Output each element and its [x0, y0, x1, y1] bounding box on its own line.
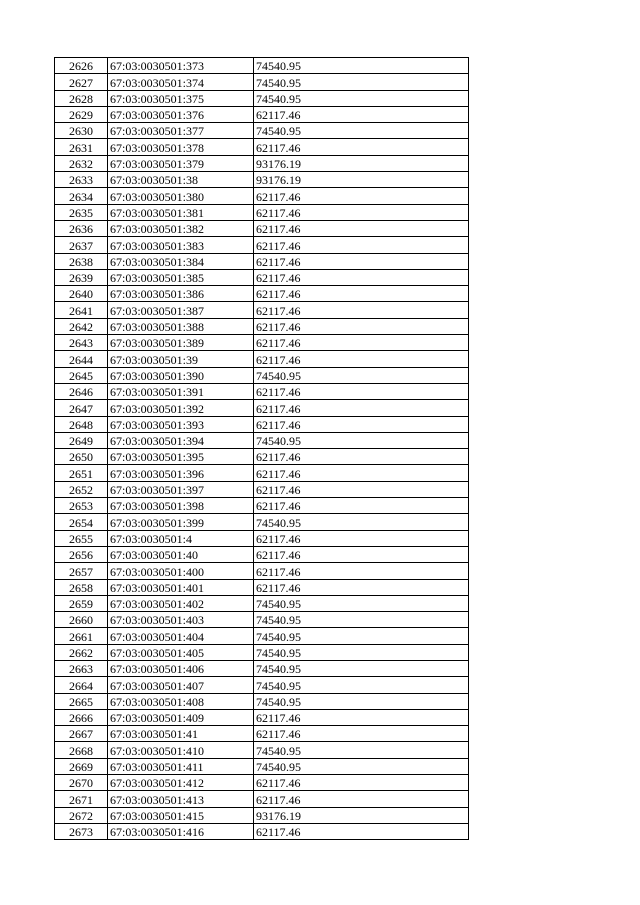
cadastral-value-cell: 62117.46: [254, 726, 469, 742]
row-number-cell: 2665: [55, 693, 108, 709]
cadastral-number-cell: 67:03:0030501:415: [108, 807, 254, 823]
cadastral-value-cell: 74540.95: [254, 660, 469, 676]
cadastral-number-cell: 67:03:0030501:411: [108, 758, 254, 774]
cadastral-value-cell: 74540.95: [254, 514, 469, 530]
cadastral-value-cell: 74540.95: [254, 677, 469, 693]
cadastral-value-cell: 74540.95: [254, 432, 469, 448]
cadastral-value-cell: 74540.95: [254, 595, 469, 611]
table-row: [55, 416, 469, 432]
cadastral-value-cell: 62117.46: [254, 791, 469, 807]
table-row: [55, 807, 469, 823]
cadastral-value-cell: 62117.46: [254, 400, 469, 416]
cadastral-number-cell: 67:03:0030501:4: [108, 530, 254, 546]
row-number-cell: 2661: [55, 628, 108, 644]
cadastral-number-cell: 67:03:0030501:41: [108, 726, 254, 742]
row-number-cell: 2627: [55, 74, 108, 90]
cadastral-number-cell: 67:03:0030501:387: [108, 302, 254, 318]
table-row: [55, 286, 469, 302]
row-number-cell: 2669: [55, 758, 108, 774]
row-number-cell: 2635: [55, 204, 108, 220]
cadastral-number-cell: 67:03:0030501:396: [108, 465, 254, 481]
row-number-cell: 2633: [55, 172, 108, 188]
cadastral-number-cell: 67:03:0030501:398: [108, 498, 254, 514]
row-number-cell: 2660: [55, 612, 108, 628]
cadastral-value-cell: 62117.46: [254, 253, 469, 269]
row-number-cell: 2672: [55, 807, 108, 823]
table-row: [55, 58, 469, 74]
row-number-cell: 2649: [55, 432, 108, 448]
row-number-cell: 2650: [55, 449, 108, 465]
cadastral-number-cell: 67:03:0030501:392: [108, 400, 254, 416]
table-row: [55, 106, 469, 122]
cadastral-number-cell: 67:03:0030501:40: [108, 546, 254, 562]
cadastral-number-cell: 67:03:0030501:413: [108, 791, 254, 807]
cadastral-number-cell: 67:03:0030501:385: [108, 269, 254, 285]
row-number-cell: 2658: [55, 579, 108, 595]
table-row: [55, 546, 469, 562]
row-number-cell: 2636: [55, 220, 108, 236]
row-number-cell: 2641: [55, 302, 108, 318]
cadastral-number-cell: 67:03:0030501:380: [108, 188, 254, 204]
row-number-cell: 2646: [55, 383, 108, 399]
table-row: [55, 644, 469, 660]
row-number-cell: 2644: [55, 351, 108, 367]
table-row: [55, 74, 469, 90]
row-number-cell: 2651: [55, 465, 108, 481]
table-row: [55, 335, 469, 351]
table-row: [55, 823, 469, 839]
row-number-cell: 2638: [55, 253, 108, 269]
cadastral-value-cell: 62117.46: [254, 498, 469, 514]
table-row: [55, 481, 469, 497]
cadastral-value-cell: 74540.95: [254, 693, 469, 709]
cadastral-number-cell: 67:03:0030501:400: [108, 563, 254, 579]
cadastral-number-cell: 67:03:0030501:386: [108, 286, 254, 302]
cadastral-number-cell: 67:03:0030501:376: [108, 106, 254, 122]
table-row: [55, 449, 469, 465]
row-number-cell: 2634: [55, 188, 108, 204]
row-number-cell: 2656: [55, 546, 108, 562]
cadastral-value-cell: 93176.19: [254, 807, 469, 823]
row-number-cell: 2645: [55, 367, 108, 383]
row-number-cell: 2653: [55, 498, 108, 514]
table-row: [55, 595, 469, 611]
row-number-cell: 2626: [55, 58, 108, 74]
row-number-cell: 2637: [55, 237, 108, 253]
cadastral-number-cell: 67:03:0030501:389: [108, 335, 254, 351]
cadastral-value-cell: 62117.46: [254, 204, 469, 220]
cadastral-value-cell: 62117.46: [254, 335, 469, 351]
row-number-cell: 2628: [55, 90, 108, 106]
table-row: [55, 563, 469, 579]
table-row: [55, 612, 469, 628]
cadastral-number-cell: 67:03:0030501:39: [108, 351, 254, 367]
table-row: [55, 677, 469, 693]
cadastral-value-cell: 74540.95: [254, 58, 469, 74]
cadastral-value-cell: 74540.95: [254, 123, 469, 139]
row-number-cell: 2666: [55, 709, 108, 725]
cadastral-number-cell: 67:03:0030501:412: [108, 775, 254, 791]
table-row: [55, 269, 469, 285]
cadastral-value-cell: 62117.46: [254, 579, 469, 595]
table-row: [55, 726, 469, 742]
table-row: [55, 514, 469, 530]
row-number-cell: 2663: [55, 660, 108, 676]
table-row: [55, 188, 469, 204]
table-row: [55, 367, 469, 383]
cadastral-value-cell: 62117.46: [254, 139, 469, 155]
cadastral-value-cell: 62117.46: [254, 220, 469, 236]
cadastral-value-cell: 62117.46: [254, 449, 469, 465]
cadastral-value-cell: 62117.46: [254, 188, 469, 204]
table-row: [55, 351, 469, 367]
row-number-cell: 2652: [55, 481, 108, 497]
table-row: [55, 204, 469, 220]
cadastral-value-cell: 62117.46: [254, 269, 469, 285]
row-number-cell: 2648: [55, 416, 108, 432]
table-row: [55, 318, 469, 334]
table-row: [55, 465, 469, 481]
row-number-cell: 2657: [55, 563, 108, 579]
table-row: [55, 693, 469, 709]
table-row: [55, 123, 469, 139]
table-row: [55, 139, 469, 155]
cadastral-number-cell: 67:03:0030501:391: [108, 383, 254, 399]
row-number-cell: 2659: [55, 595, 108, 611]
row-number-cell: 2642: [55, 318, 108, 334]
cadastral-number-cell: 67:03:0030501:393: [108, 416, 254, 432]
row-number-cell: 2629: [55, 106, 108, 122]
table-body: [55, 58, 469, 840]
cadastral-number-cell: 67:03:0030501:381: [108, 204, 254, 220]
cadastral-value-cell: 93176.19: [254, 172, 469, 188]
table-row: [55, 742, 469, 758]
row-number-cell: 2671: [55, 791, 108, 807]
cadastral-value-cell: 62117.46: [254, 106, 469, 122]
cadastral-number-cell: 67:03:0030501:384: [108, 253, 254, 269]
cadastral-number-cell: 67:03:0030501:382: [108, 220, 254, 236]
cadastral-value-cell: 93176.19: [254, 155, 469, 171]
row-number-cell: 2664: [55, 677, 108, 693]
table-row: [55, 155, 469, 171]
cadastral-value-cell: 62117.46: [254, 465, 469, 481]
table-row: [55, 90, 469, 106]
row-number-cell: 2630: [55, 123, 108, 139]
table-row: [55, 579, 469, 595]
cadastral-number-cell: 67:03:0030501:390: [108, 367, 254, 383]
cadastral-number-cell: 67:03:0030501:406: [108, 660, 254, 676]
cadastral-number-cell: 67:03:0030501:408: [108, 693, 254, 709]
table-row: [55, 383, 469, 399]
table-row: [55, 758, 469, 774]
table-row: [55, 660, 469, 676]
cadastral-number-cell: 67:03:0030501:377: [108, 123, 254, 139]
cadastral-number-cell: 67:03:0030501:404: [108, 628, 254, 644]
cadastral-value-cell: 74540.95: [254, 628, 469, 644]
table-row: [55, 400, 469, 416]
cadastral-value-table: [54, 57, 469, 840]
cadastral-number-cell: 67:03:0030501:416: [108, 823, 254, 839]
cadastral-value-cell: 62117.46: [254, 775, 469, 791]
table-row: [55, 432, 469, 448]
row-number-cell: 2655: [55, 530, 108, 546]
cadastral-value-cell: 62117.46: [254, 530, 469, 546]
row-number-cell: 2643: [55, 335, 108, 351]
cadastral-number-cell: 67:03:0030501:397: [108, 481, 254, 497]
cadastral-number-cell: 67:03:0030501:388: [108, 318, 254, 334]
cadastral-value-cell: 62117.46: [254, 302, 469, 318]
cadastral-value-cell: 62117.46: [254, 709, 469, 725]
row-number-cell: 2640: [55, 286, 108, 302]
row-number-cell: 2632: [55, 155, 108, 171]
row-number-cell: 2668: [55, 742, 108, 758]
cadastral-number-cell: 67:03:0030501:407: [108, 677, 254, 693]
cadastral-value-cell: 74540.95: [254, 90, 469, 106]
cadastral-number-cell: 67:03:0030501:403: [108, 612, 254, 628]
cadastral-value-cell: 62117.46: [254, 563, 469, 579]
table-row: [55, 791, 469, 807]
table-row: [55, 220, 469, 236]
cadastral-value-cell: 74540.95: [254, 367, 469, 383]
cadastral-number-cell: 67:03:0030501:395: [108, 449, 254, 465]
table-row: [55, 628, 469, 644]
cadastral-value-cell: 62117.46: [254, 823, 469, 839]
row-number-cell: 2670: [55, 775, 108, 791]
cadastral-value-cell: 74540.95: [254, 644, 469, 660]
row-number-cell: 2662: [55, 644, 108, 660]
cadastral-value-cell: 62117.46: [254, 383, 469, 399]
cadastral-value-cell: 74540.95: [254, 758, 469, 774]
table-row: [55, 302, 469, 318]
cadastral-value-cell: 74540.95: [254, 612, 469, 628]
cadastral-value-cell: 62117.46: [254, 318, 469, 334]
row-number-cell: 2654: [55, 514, 108, 530]
cadastral-number-cell: 67:03:0030501:383: [108, 237, 254, 253]
cadastral-value-cell: 74540.95: [254, 742, 469, 758]
table-row: [55, 498, 469, 514]
cadastral-value-cell: 62117.46: [254, 351, 469, 367]
cadastral-value-cell: 62117.46: [254, 546, 469, 562]
cadastral-number-cell: 67:03:0030501:373: [108, 58, 254, 74]
cadastral-number-cell: 67:03:0030501:409: [108, 709, 254, 725]
cadastral-number-cell: 67:03:0030501:405: [108, 644, 254, 660]
table-row: [55, 253, 469, 269]
cadastral-value-cell: 62117.46: [254, 416, 469, 432]
cadastral-number-cell: 67:03:0030501:375: [108, 90, 254, 106]
cadastral-number-cell: 67:03:0030501:394: [108, 432, 254, 448]
cadastral-number-cell: 67:03:0030501:379: [108, 155, 254, 171]
table-row: [55, 530, 469, 546]
cadastral-number-cell: 67:03:0030501:38: [108, 172, 254, 188]
cadastral-value-cell: 74540.95: [254, 74, 469, 90]
cadastral-number-cell: 67:03:0030501:399: [108, 514, 254, 530]
cadastral-value-cell: 62117.46: [254, 481, 469, 497]
table-row: [55, 709, 469, 725]
cadastral-number-cell: 67:03:0030501:402: [108, 595, 254, 611]
cadastral-number-cell: 67:03:0030501:410: [108, 742, 254, 758]
cadastral-value-cell: 62117.46: [254, 286, 469, 302]
cadastral-number-cell: 67:03:0030501:401: [108, 579, 254, 595]
cadastral-number-cell: 67:03:0030501:378: [108, 139, 254, 155]
row-number-cell: 2667: [55, 726, 108, 742]
row-number-cell: 2673: [55, 823, 108, 839]
table-row: [55, 775, 469, 791]
table-row: [55, 172, 469, 188]
row-number-cell: 2639: [55, 269, 108, 285]
row-number-cell: 2631: [55, 139, 108, 155]
table-row: [55, 237, 469, 253]
cadastral-value-cell: 62117.46: [254, 237, 469, 253]
row-number-cell: 2647: [55, 400, 108, 416]
cadastral-number-cell: 67:03:0030501:374: [108, 74, 254, 90]
